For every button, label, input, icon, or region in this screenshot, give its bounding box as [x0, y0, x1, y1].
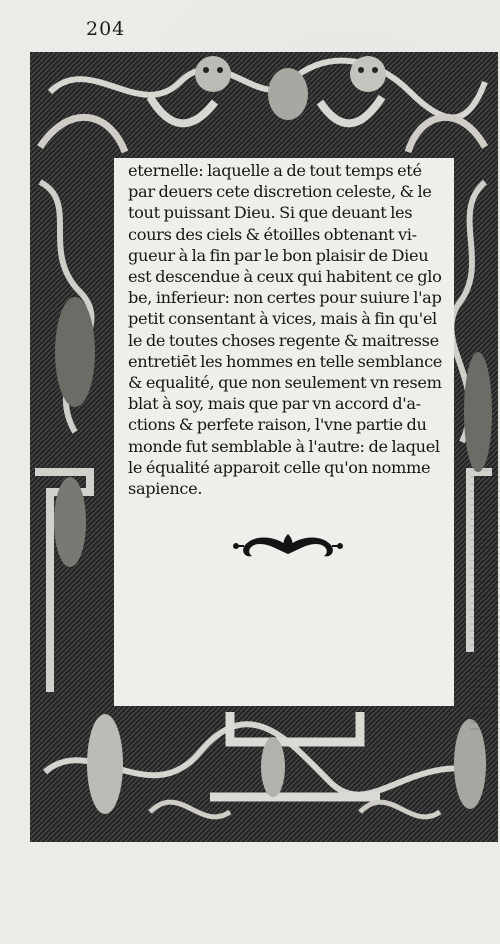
text-line: petit consentant à vices, mais à fin qu'el	[128, 309, 437, 329]
show-through-texture	[470, 470, 500, 730]
text-line: le de toutes choses regente & maitresse	[128, 330, 439, 350]
text-line: sapience.	[128, 479, 203, 499]
text-line: blat à soy, mais que par vn accord d'a-	[128, 394, 421, 414]
text-line: tout puissant Dieu. Si que deuant les	[128, 203, 413, 223]
text-line: monde fut semblable à l'autre: de laquel	[128, 436, 440, 456]
fleuron-icon	[232, 530, 344, 566]
text-line: cours des ciels & étoilles obtenant vi-	[128, 224, 417, 244]
page-number: 204	[86, 18, 126, 40]
text-line: entretiēt les hommes en telle semblance	[128, 351, 443, 371]
text-line: gueur à la fin par le bon plaisir de Dieu	[128, 245, 429, 265]
text-line: be, inferieur: non certes pour suiure l'ap	[128, 288, 442, 308]
text-line: & equalité, que non seulement vn resem	[128, 373, 442, 393]
text-line: est descendue à ceux qui habitent ce glo	[128, 267, 442, 287]
text-line: le équalité apparoit celle qu'on nomme	[128, 457, 431, 477]
text-line: ctions & perfete raison, l'vne partie du	[128, 415, 427, 435]
text-line: eternelle: laquelle a de tout temps eté	[128, 161, 422, 180]
text-line: par deuers cete discretion celeste, & le	[128, 182, 432, 202]
body-text	[128, 160, 458, 499]
